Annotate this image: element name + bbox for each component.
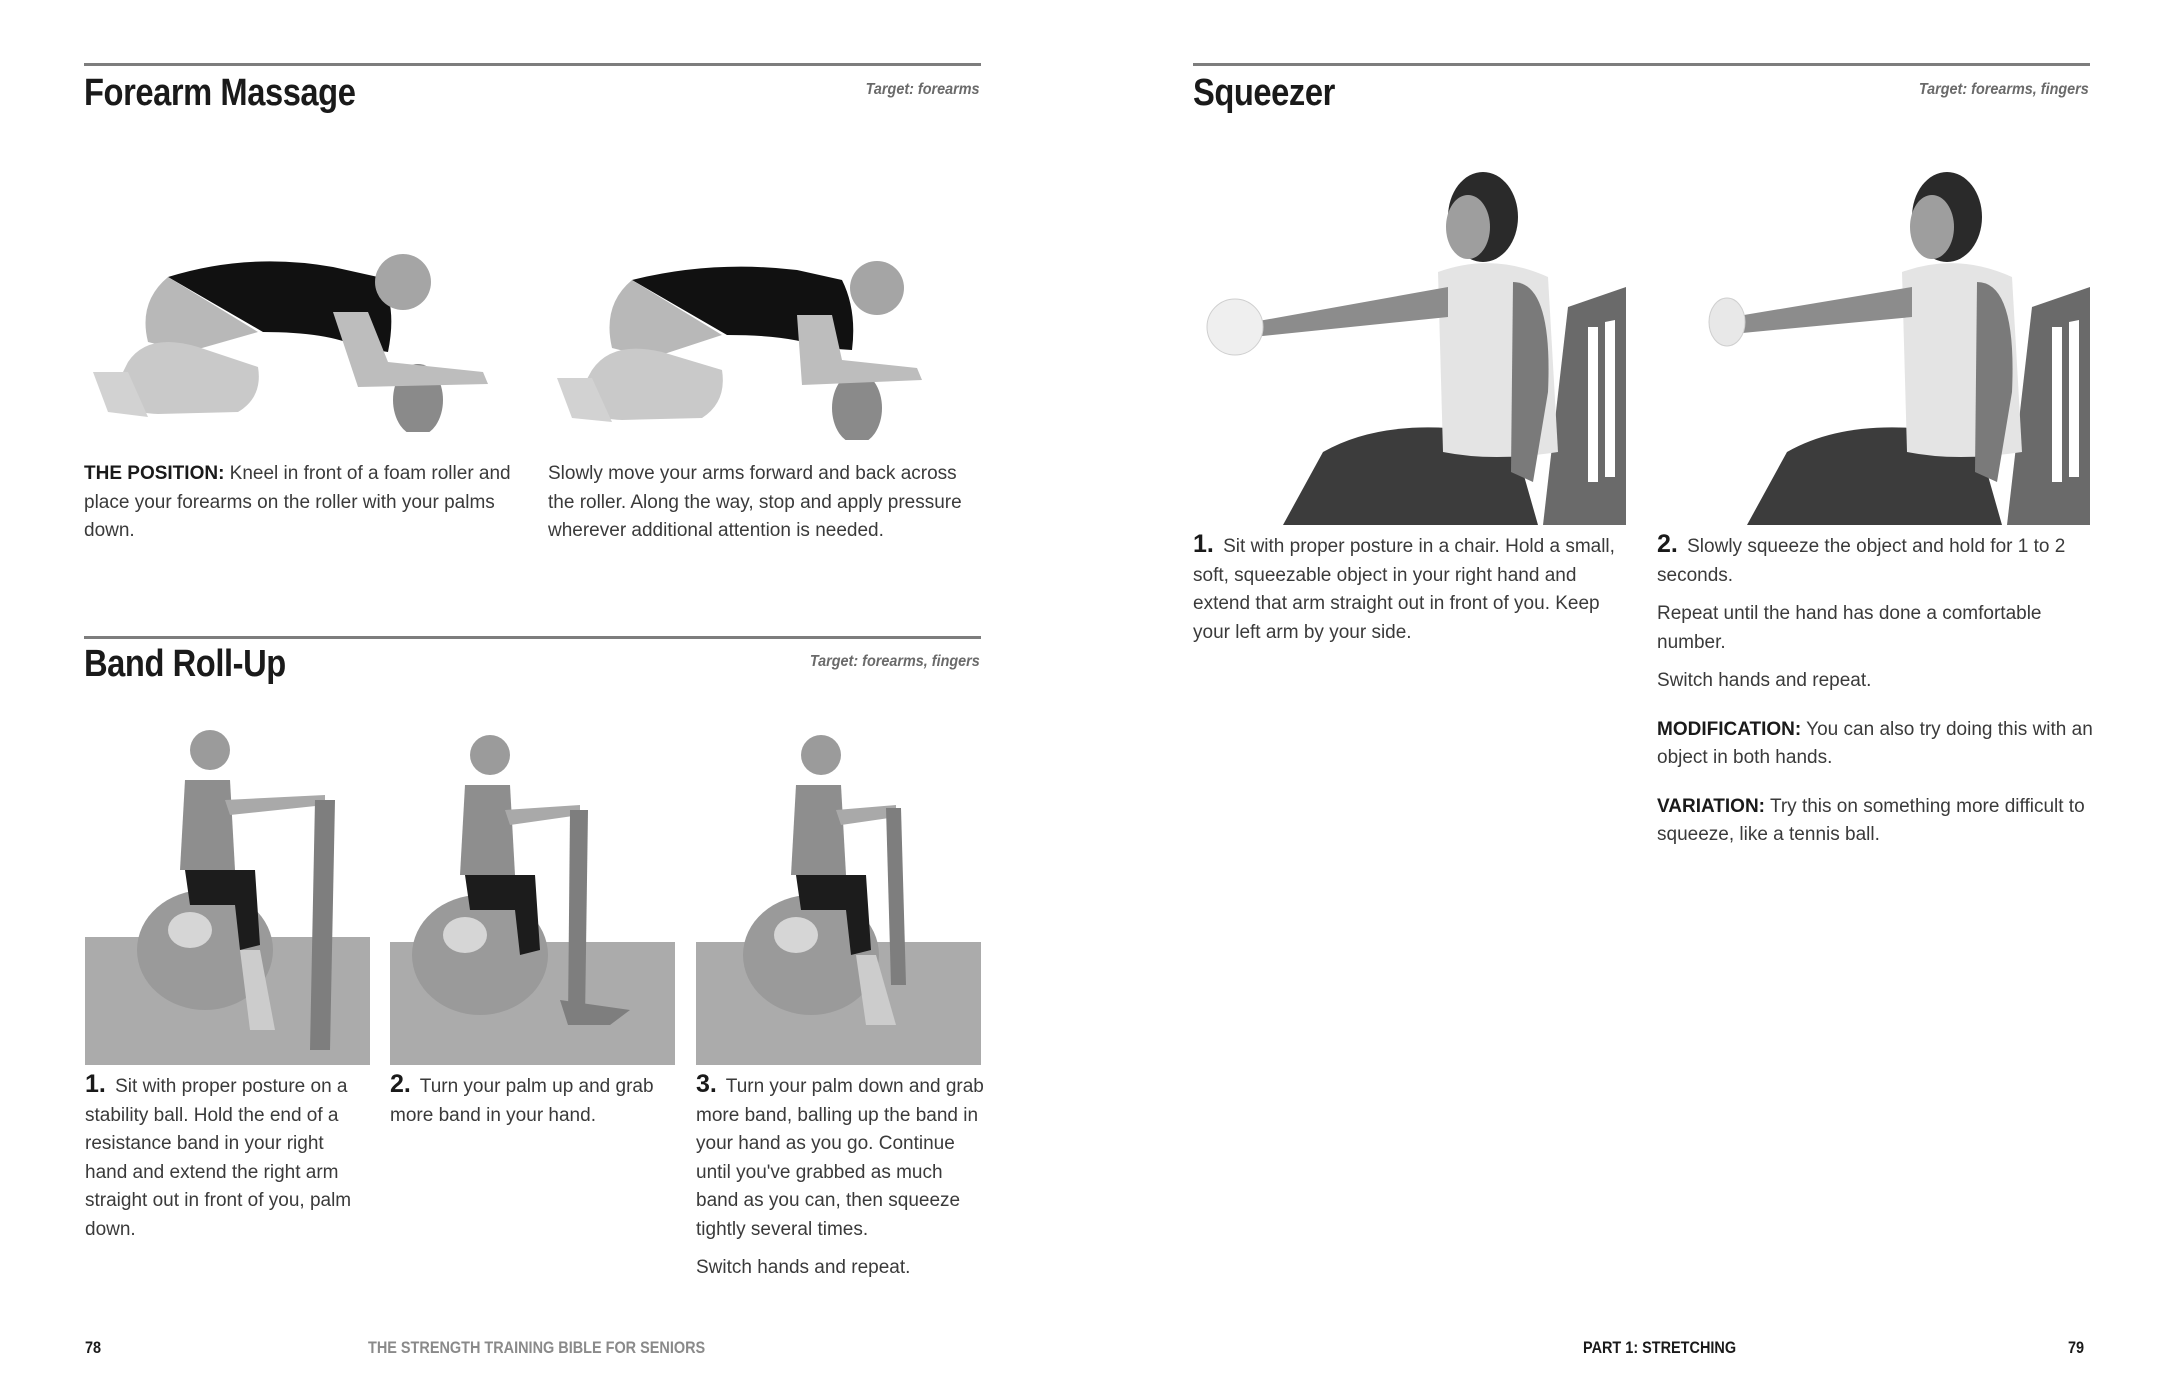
instruction-paragraph: Slowly move your arms forward and back across the roller. Along the way, stop and apply pressure wherever additional attention is needed.	[548, 463, 962, 541]
step-number: 1.	[85, 1070, 106, 1098]
repeat-note: Repeat until the hand has done a comfortable number.	[1657, 603, 2042, 653]
modification-label: MODIFICATION:	[1657, 718, 1802, 740]
variation-text: Try this on something more difficult to squeeze, like a tennis ball.	[1657, 795, 2085, 845]
target-muscles: Target: forearms, fingers	[1919, 81, 2089, 98]
section-rule	[84, 63, 981, 66]
position-label: THE POSITION:	[84, 463, 225, 484]
switch-hands-note: Switch hands and repeat.	[696, 1257, 911, 1278]
running-head-left: THE STRENGTH TRAINING BIBLE FOR SENIORS	[368, 1338, 706, 1357]
step-description: Slowly squeeze the object and hold for 1 to 2 seconds.	[1657, 536, 2066, 586]
step-2-photo	[390, 720, 675, 1065]
modification-text: You can also try doing this with an object in both hands.	[1657, 718, 2093, 768]
step-description: Sit with proper posture on a stability ball. Hold the end of a resistance band in your right hand and extend the right arm straight out in front of you, palm down.	[85, 1076, 352, 1240]
step-1-text	[1193, 530, 1633, 647]
target-muscles: Target: forearms	[866, 81, 980, 98]
step-number: 3.	[696, 1070, 717, 1098]
target-muscles: Target: forearms, fingers	[810, 653, 980, 670]
exercise-title: Forearm Massage	[84, 72, 356, 114]
exercise-photo	[88, 222, 518, 432]
step-3-text	[696, 1070, 986, 1293]
modification-paragraph	[1657, 716, 2097, 773]
step-number: 1.	[1193, 530, 1214, 558]
page-number-right: 79	[2068, 1338, 2085, 1357]
step-description: Sit with proper posture in a chair. Hold a small, soft, squeezable object in your right hand and extend that arm straight out in front of you. Keep your left arm by your side.	[1193, 536, 1615, 643]
step-description: Turn your palm up and grab more band in your hand.	[390, 1076, 654, 1126]
step-2-text	[1657, 530, 2097, 860]
section-rule	[1193, 63, 2090, 66]
step-2-photo	[1657, 152, 2090, 525]
step-2-text	[390, 1070, 675, 1130]
running-head-right: PART 1: STRETCHING	[1583, 1338, 1737, 1357]
exercise-photo	[552, 230, 982, 440]
variation-label: VARIATION:	[1657, 795, 1766, 817]
step-1-photo	[1193, 152, 1626, 525]
exercise-title: Band Roll-Up	[84, 643, 286, 685]
position-paragraph	[84, 460, 524, 546]
step-1-text	[85, 1070, 370, 1244]
exercise-title: Squeezer	[1193, 72, 1335, 114]
switch-hands-note: Switch hands and repeat.	[1657, 670, 1872, 691]
step-3-photo	[696, 720, 981, 1065]
step-number: 2.	[390, 1070, 411, 1098]
section-rule	[84, 636, 981, 639]
step-number: 2.	[1657, 530, 1678, 558]
variation-paragraph	[1657, 793, 2097, 850]
page-number-left: 78	[85, 1338, 102, 1357]
step-1-photo	[85, 720, 370, 1065]
position-text: Kneel in front of a foam roller and place your forearms on the roller with your palms down.	[84, 463, 511, 541]
step-description: Turn your palm down and grab more band, balling up the band in your hand as you go. Continue until you've grabbed as much band as you can, then squeeze tightly several times.	[696, 1076, 984, 1240]
